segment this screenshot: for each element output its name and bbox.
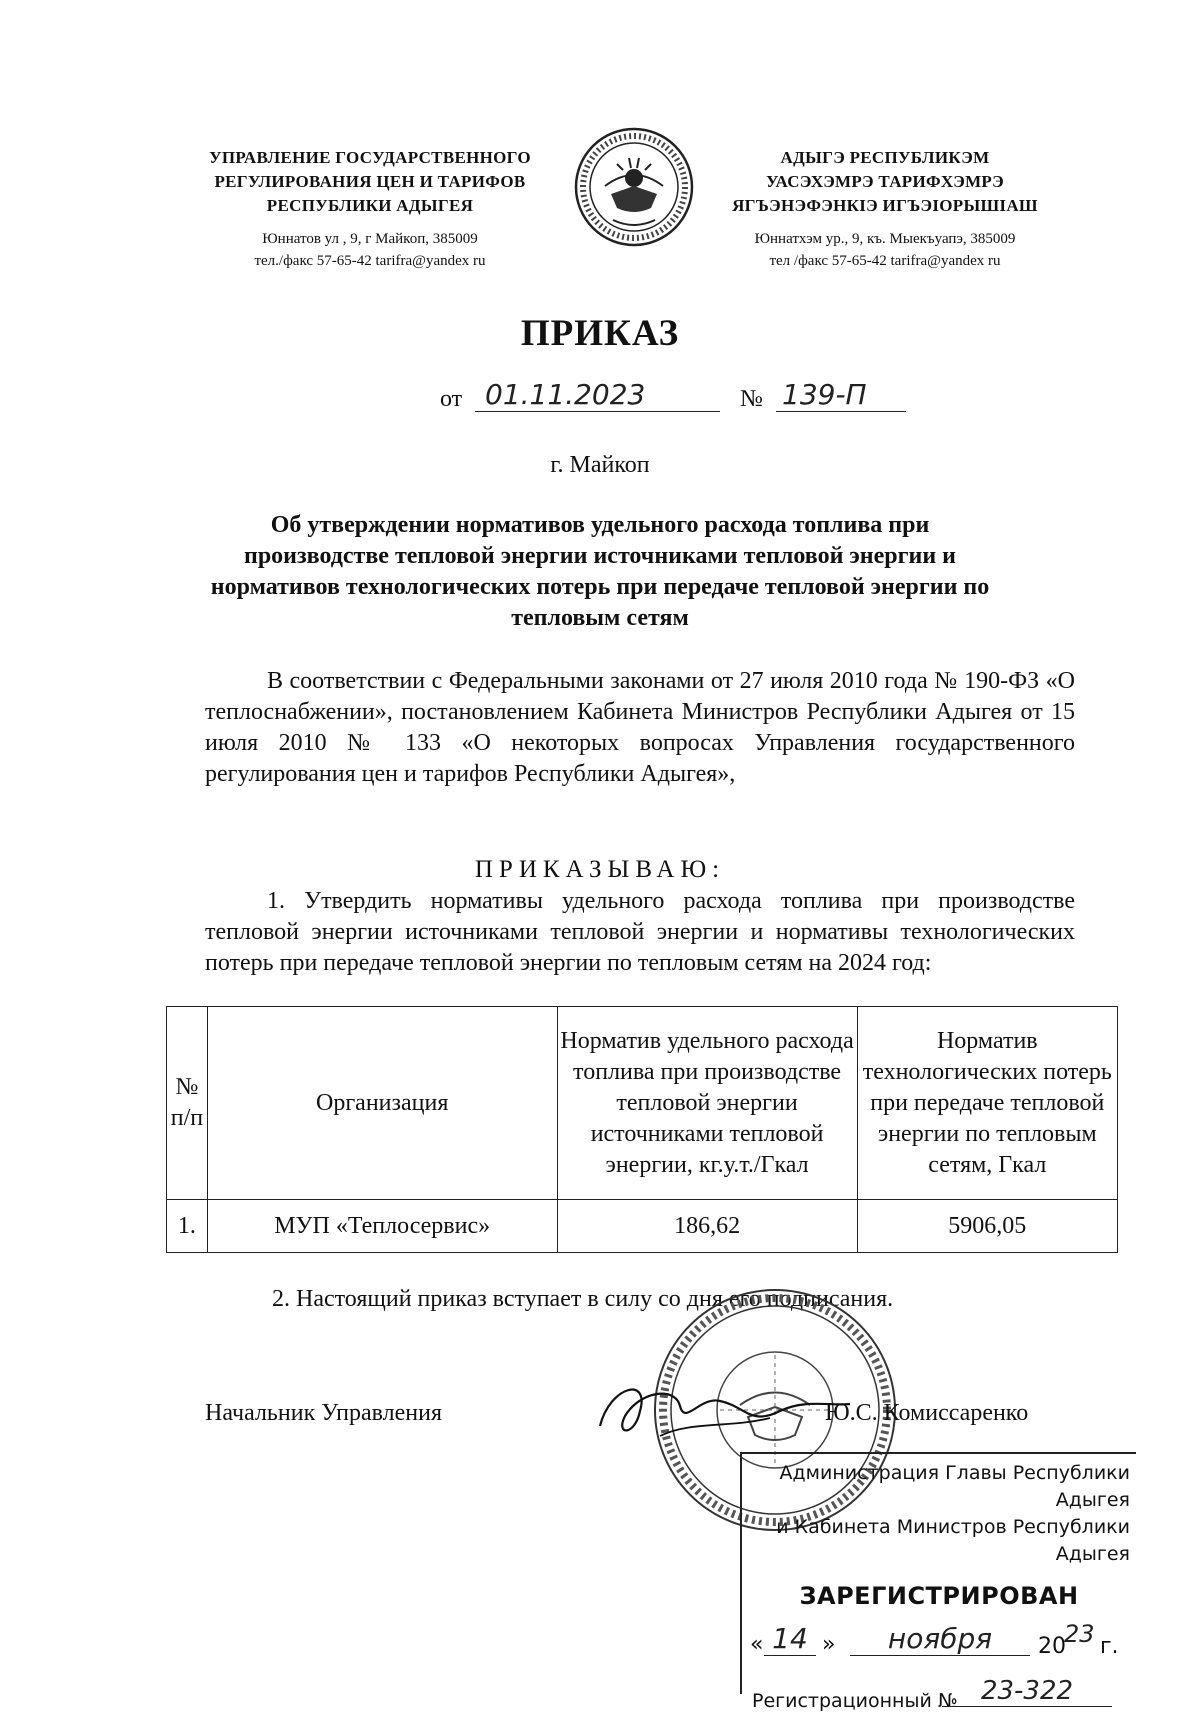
header-left-org-line3: РЕСПУБЛИКИ АДЫГЕЯ <box>266 196 474 215</box>
header-right-block <box>700 146 1070 272</box>
item-2-paragraph: 2. Настоящий приказ вступает в силу со дня его подписания. <box>272 1286 894 1312</box>
header-organization: Организация <box>207 1007 557 1200</box>
stamp-date-row <box>742 1620 1136 1670</box>
coat-of-arms-icon <box>573 124 695 250</box>
number-label: № <box>740 386 763 412</box>
item-1-paragraph: 1. Утвердить нормативы удельного расхода топлива при производстве тепловой энергии источниками тепловой энергии и нормативы технологических потерь при передаче тепловой энергии по тепловым сетям на 2024 год: <box>205 888 1075 976</box>
date-number-line <box>440 378 867 413</box>
cell-organization: МУП «Теплосервис» <box>207 1200 557 1253</box>
signatory-position: Начальник Управления <box>205 1400 442 1426</box>
stamp-status: ЗАРЕГИСТРИРОВАН <box>799 1582 1079 1610</box>
date-value: 01.11.2023 <box>475 378 720 412</box>
header-left-contacts: тел./факс 57-65-42 tarifra@yandex ru <box>254 253 486 269</box>
stamp-day-close: » <box>822 1632 836 1657</box>
order-word: ПРИКАЗЫВАЮ: <box>474 856 726 883</box>
header-num: № п/п <box>167 1007 208 1200</box>
table-row <box>167 1200 1118 1253</box>
header-right-contacts: тел /факс 57-65-42 tarifra@yandex ru <box>769 253 1001 269</box>
header-right-org-line1: АДЫГЭ РЕСПУБЛИКЭМ <box>780 148 990 167</box>
document-subject: Об утверждении нормативов удельного расхода топлива при производстве тепловой энергии источниками тепловой энергии и нормативов технологических потерь при передаче тепловой энергии по тепловым сетям <box>210 512 990 631</box>
cell-loss-norm: 5906,05 <box>857 1200 1117 1253</box>
norms-table <box>166 1006 1118 1253</box>
stamp-line1: Администрация Главы Республики Адыгея <box>779 1462 1130 1511</box>
table-header-row <box>167 1007 1118 1200</box>
header-loss-norm: Норматив технологических потерь при передаче тепловой энергии по тепловым сетям, Гкал <box>857 1007 1117 1200</box>
stamp-reg-label: Регистрационный № <box>752 1690 958 1712</box>
signatory-name: Ю.С. Комиссаренко <box>825 1400 1029 1426</box>
stamp-reg-number: 23-322 <box>942 1676 1112 1707</box>
header-left-org-line2: РЕГУЛИРОВАНИЯ ЦЕН И ТАРИФОВ <box>214 172 526 191</box>
stamp-year-prefix: 20 <box>1038 1634 1066 1659</box>
header-right-address: Юннатхэм ур., 9, къ. Мыекъуапэ, 385009 <box>754 231 1016 247</box>
stamp-day-open: « <box>750 1632 764 1657</box>
stamp-line2: и Кабинета Министров Республики Адыгея <box>776 1516 1130 1565</box>
document-title: ПРИКАЗ <box>520 313 680 354</box>
header-left-org-line1: УПРАВЛЕНИЕ ГОСУДАРСТВЕННОГО <box>209 148 531 167</box>
stamp-month: ноября <box>850 1622 1030 1656</box>
header-left-block <box>170 146 570 272</box>
stamp-year-end: г. <box>1100 1634 1119 1659</box>
stamp-number-row <box>742 1676 1136 1722</box>
stamp-day: 14 <box>764 1622 816 1656</box>
registration-stamp <box>740 1452 1136 1712</box>
header-right-org-line2: УАСЭХЭМРЭ ТАРИФХЭМРЭ <box>766 172 1004 191</box>
header-right-org-line3: ЯГЪЭНЭФЭНКIЭ ИГЪЭIОРЫШIАШ <box>732 196 1038 215</box>
date-label: от <box>440 386 463 412</box>
stamp-year-suffix: 23 <box>1064 1620 1095 1648</box>
cell-fuel-norm: 186,62 <box>557 1200 857 1253</box>
cell-num: 1. <box>167 1200 208 1253</box>
header-left-address: Юннатов ул , 9, г Майкоп, 385009 <box>262 231 478 247</box>
city: г. Майкоп <box>550 452 650 478</box>
header-fuel-norm: Норматив удельного расхода топлива при производстве тепловой энергии источниками тепловой энергии, кг.у.т./Гкал <box>557 1007 857 1200</box>
preamble-paragraph: В соответствии с Федеральными законами от 27 июля 2010 года № 190-ФЗ «О теплоснабжении», постановлением Кабинета Министров Республики Адыгея от 15 июля 2010 № 133 «О некоторых вопросах Управления государственного регулирования цен и тарифов Республики Адыгея», <box>205 668 1075 787</box>
number-value: 139-П <box>776 378 906 412</box>
